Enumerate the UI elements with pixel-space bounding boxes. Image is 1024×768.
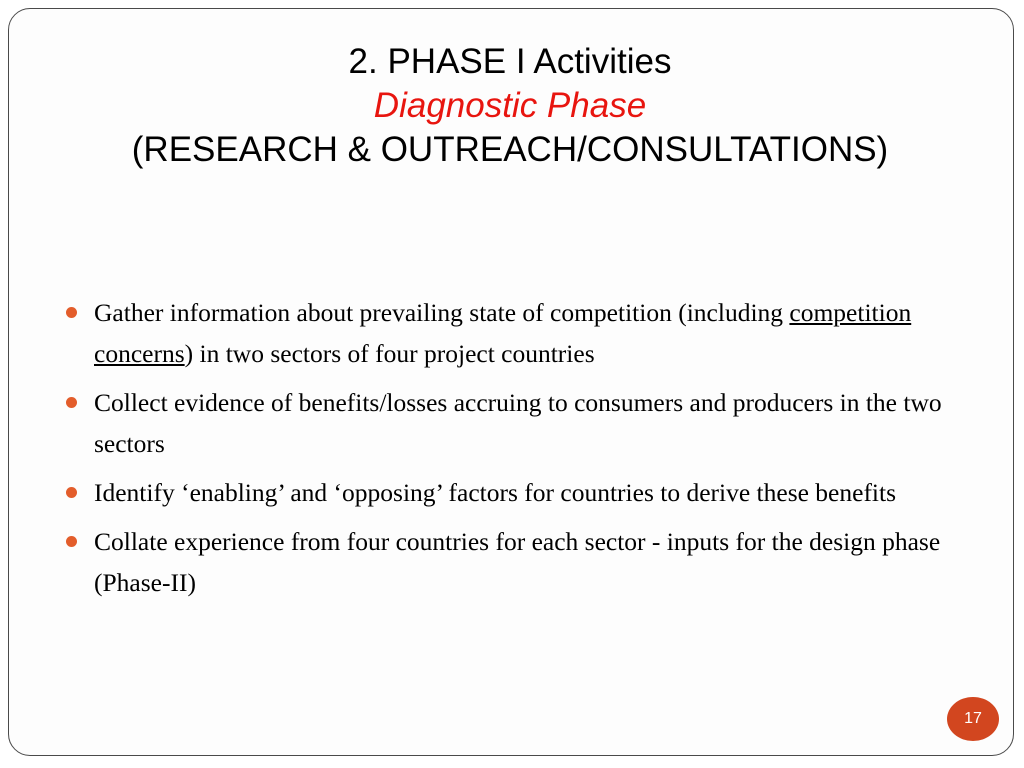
bullet-icon <box>66 536 77 547</box>
bullet-item-gather <box>64 292 974 374</box>
bullet-text-underlined: competition concerns <box>94 298 912 368</box>
bullet-item-identify <box>64 472 974 513</box>
bullet-icon <box>66 307 77 318</box>
bullet-text: Collect evidence of benefits/losses accruing to consumers and producers in the two sectors <box>94 388 942 458</box>
bullet-item-collate <box>64 521 974 603</box>
bullet-icon <box>66 397 77 408</box>
bullet-text-before: Gather information about prevailing state of competition (including <box>94 298 790 327</box>
bullet-text-after: ) in two sectors of four project countries <box>184 339 595 368</box>
title-line-research: (RESEARCH & OUTREACH/CONSULTATIONS) <box>131 130 889 169</box>
page-number-badge: 17 <box>947 697 999 741</box>
slide-title <box>40 40 980 172</box>
bullet-icon <box>66 487 77 498</box>
bullet-text: Collate experience from four countries for each sector - inputs for the design phase (Phase-II) <box>94 527 941 597</box>
bullet-item-collect <box>64 382 974 464</box>
title-line-diagnostic: Diagnostic Phase <box>373 86 647 125</box>
bullet-text: Identify ‘enabling’ and ‘opposing’ factors for countries to derive these benefits <box>94 478 897 507</box>
bullet-list <box>64 292 974 611</box>
title-line-phase: 2. PHASE I Activities <box>348 42 672 81</box>
